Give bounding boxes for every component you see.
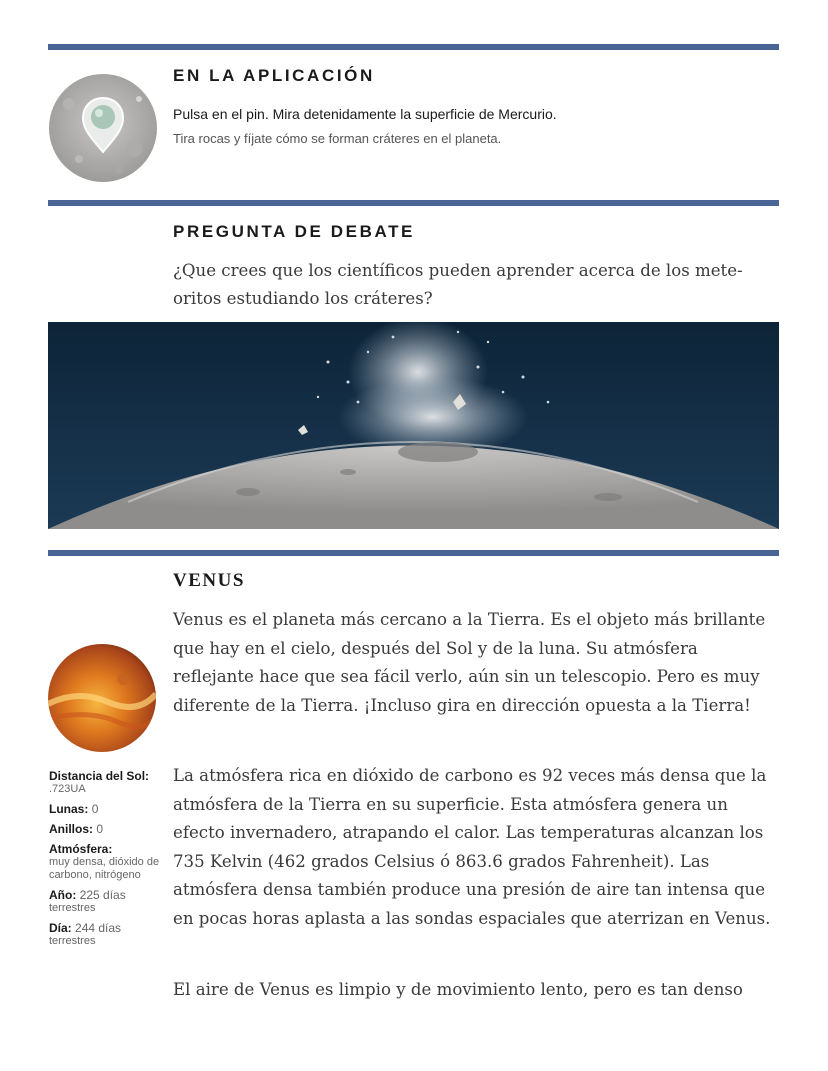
fact-day-label: Día: <box>49 921 72 935</box>
app-instruction: Pulsa en el pin. Mira detenidamente la superficie de Mercurio. <box>173 106 557 122</box>
venus-heading: VENUS <box>173 570 245 591</box>
app-section-heading: EN LA APLICACIÓN <box>173 66 375 85</box>
venus-paragraph-1: Venus es el planeta más cercano a la Tierra. Es el objeto más brillante que hay en el cielo, después del Sol y de la luna. Su atmósfera reflejante hace que sea fácil verlo, aún sin un telescopio. Pero es muy diferente de la Tierra. ¡Incluso gira en dirección opuesta a la Tierra! <box>173 610 766 715</box>
venus-image <box>48 644 156 752</box>
fact-atmosphere-value: muy densa, dióxido de carbono, nitrógeno <box>49 856 160 881</box>
fact-rings <box>49 822 161 836</box>
fact-distance <box>49 769 161 796</box>
debate-question-line1: ¿Que crees que los científicos pueden aprender acerca de los mete- <box>173 261 743 280</box>
fact-rings-label: Anillos: <box>49 822 93 836</box>
meteor-impact-illustration <box>48 322 779 529</box>
debate-section-heading: PREGUNTA DE DEBATE <box>173 222 415 241</box>
fact-year <box>49 888 161 915</box>
mercury-pin-thumbnail[interactable] <box>49 74 157 182</box>
map-pin-icon <box>49 74 157 182</box>
fact-distance-value: .723UA <box>49 783 86 795</box>
venus-paragraph-2: La atmósfera rica en dióxido de carbono es 92 veces más densa que la atmósfera de la Tierra en su superficie. Esta atmósfera genera un efecto invernadero, atrapando el calor. Las temperaturas alcanzan los 735 Kelvin (462 grados Celsius ó 863.6 grados Fahrenheit). Las atmósfera densa también produce una presión de aire tan intensa que en pocas horas aplasta a las sondas espaciales que aterrizan en Venus. <box>173 766 771 928</box>
venus-paragraph-3: El aire de Venus es limpio y de movimiento lento, pero es tan denso <box>173 980 743 999</box>
fact-day-value: 244 días <box>75 921 122 935</box>
fact-atmosphere-label: Atmósfera: <box>49 842 113 856</box>
fact-day-value-2: terrestres <box>49 935 96 947</box>
app-sub-instruction: Tira rocas y fíjate cómo se forman cráteres en el planeta. <box>173 131 502 146</box>
fact-moons-label: Lunas: <box>49 802 89 816</box>
fact-rings-value: 0 <box>96 822 104 836</box>
debate-question-line2: oritos estudiando los cráteres? <box>173 289 433 308</box>
fact-year-label: Año: <box>49 888 77 902</box>
section-divider-debate <box>48 200 779 206</box>
section-divider-venus <box>48 550 779 556</box>
fact-atmosphere <box>49 842 161 882</box>
fact-moons-value: 0 <box>91 802 99 816</box>
fact-moons <box>49 802 161 816</box>
section-divider-app <box>48 44 779 50</box>
venus-facts <box>49 769 161 954</box>
fact-year-value: 225 días <box>79 888 126 902</box>
fact-day <box>49 921 161 948</box>
fact-distance-label: Distancia del Sol: <box>49 769 150 783</box>
fact-year-value-2: terrestres <box>49 902 96 914</box>
